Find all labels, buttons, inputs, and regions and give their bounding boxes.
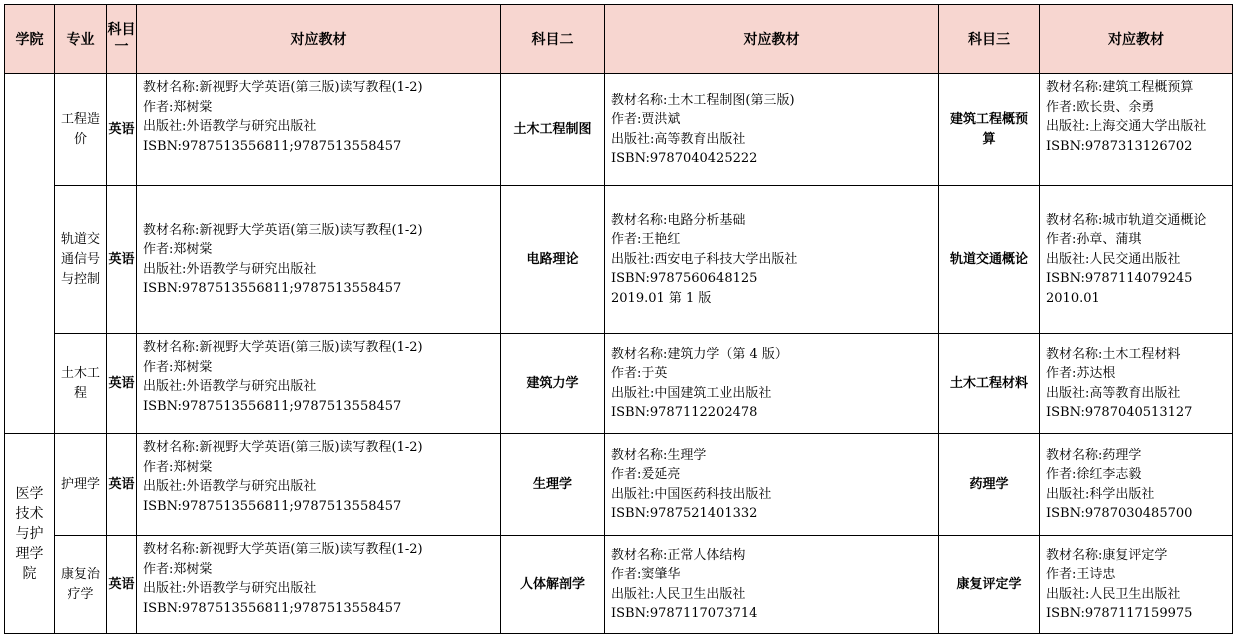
book-line: 作者:郑树棠 bbox=[143, 99, 213, 115]
book-line: ISBN:9787313126702 bbox=[1046, 138, 1193, 154]
major-cell: 康复治疗学 bbox=[55, 536, 107, 634]
header-major: 专业 bbox=[55, 5, 107, 74]
book-line: 教材名称:建筑工程概预算 bbox=[1046, 80, 1194, 95]
textbook1-cell bbox=[137, 334, 501, 434]
book-line: 教材名称:新视野大学英语(第三版)读写教程(1-2) bbox=[143, 542, 423, 557]
book-line: 作者:贾洪斌 bbox=[611, 112, 681, 127]
book-line: ISBN:9787040513127 bbox=[1046, 405, 1193, 420]
book-line: 教材名称:新视野大学英语(第三版)读写教程(1-2) bbox=[143, 222, 423, 238]
header-row bbox=[5, 5, 1233, 74]
header-textbook3: 对应教材 bbox=[1040, 5, 1233, 74]
book-line: 作者:徐红李志毅 bbox=[1046, 467, 1142, 482]
book-line: 作者:王诗忠 bbox=[1046, 567, 1116, 582]
book-line: 作者:郑树棠 bbox=[143, 561, 213, 577]
book-line: 教材名称:正常人体结构 bbox=[611, 547, 746, 563]
major-cell: 土木工程 bbox=[55, 334, 107, 434]
subject1-cell: 英语 bbox=[107, 434, 137, 536]
subject3-cell: 土木工程材料 bbox=[939, 334, 1040, 434]
textbook3-cell bbox=[1040, 434, 1233, 536]
textbook3-cell bbox=[1040, 334, 1233, 434]
table-row bbox=[5, 74, 1233, 186]
book-line: 出版社:人民卫生出版社 bbox=[1046, 586, 1181, 602]
book-line: ISBN:9787513556811;9787513558457 bbox=[143, 600, 402, 616]
subject2-cell: 电路理论 bbox=[501, 186, 605, 334]
major-cell: 护理学 bbox=[55, 434, 107, 536]
book-line: ISBN:9787040425222 bbox=[611, 151, 758, 166]
book-line: ISBN:9787117073714 bbox=[611, 606, 758, 621]
book-line: 作者:郑树棠 bbox=[143, 459, 213, 475]
book-line: 教材名称:建筑力学（第 4 版） bbox=[611, 346, 788, 362]
book-line: 2010.01 bbox=[1046, 290, 1100, 306]
book-line: 出版社:科学出版社 bbox=[1046, 486, 1155, 502]
table-row bbox=[5, 186, 1233, 334]
book-line: 出版社:外语教学与研究出版社 bbox=[143, 581, 317, 596]
college-cell: 医学技术与护理学院 bbox=[5, 434, 55, 634]
book-line: 出版社:外语教学与研究出版社 bbox=[143, 261, 317, 277]
subject2-cell: 土木工程制图 bbox=[501, 74, 605, 186]
book-line: 教材名称:药理学 bbox=[1046, 447, 1142, 463]
college-cell bbox=[5, 74, 55, 434]
book-line: 作者:于英 bbox=[611, 366, 668, 381]
subject2-cell: 人体解剖学 bbox=[501, 536, 605, 634]
book-line: 2019.01 第 1 版 bbox=[611, 290, 712, 306]
textbook2-cell bbox=[605, 186, 939, 334]
book-line: 教材名称:新视野大学英语(第三版)读写教程(1-2) bbox=[143, 80, 423, 95]
book-line: 教材名称:新视野大学英语(第三版)读写教程(1-2) bbox=[143, 440, 423, 455]
subject1-cell: 英语 bbox=[107, 536, 137, 634]
major-cell: 轨道交通信号与控制 bbox=[55, 186, 107, 334]
subject3-cell: 建筑工程概预算 bbox=[939, 74, 1040, 186]
textbook2-cell bbox=[605, 536, 939, 634]
subject2-cell: 生理学 bbox=[501, 434, 605, 536]
book-line: ISBN:9787117159975 bbox=[1046, 606, 1193, 621]
subject3-cell: 药理学 bbox=[939, 434, 1040, 536]
textbook3-cell bbox=[1040, 186, 1233, 334]
header-textbook2: 对应教材 bbox=[605, 5, 939, 74]
header-subject1: 科目一 bbox=[107, 5, 137, 74]
book-line: ISBN:9787513556811;9787513558457 bbox=[143, 398, 402, 414]
textbook2-cell bbox=[605, 74, 939, 186]
book-line: 作者:苏达根 bbox=[1046, 366, 1116, 381]
textbook1-cell bbox=[137, 186, 501, 334]
subject3-cell: 康复评定学 bbox=[939, 536, 1040, 634]
book-line: 教材名称:城市轨道交通概论 bbox=[1046, 212, 1207, 228]
header-textbook1: 对应教材 bbox=[137, 5, 501, 74]
book-line: 作者:王艳红 bbox=[611, 232, 681, 248]
book-line: 出版社:西安电子科技大学出版社 bbox=[611, 251, 798, 267]
table-row bbox=[5, 434, 1233, 536]
book-line: 教材名称:康复评定学 bbox=[1046, 547, 1168, 563]
book-line: 教材名称:生理学 bbox=[611, 447, 707, 463]
table-row bbox=[5, 536, 1233, 634]
book-line: 出版社:外语教学与研究出版社 bbox=[143, 379, 317, 394]
book-line: ISBN:9787521401332 bbox=[611, 506, 758, 521]
header-subject3: 科目三 bbox=[939, 5, 1040, 74]
subject1-cell: 英语 bbox=[107, 74, 137, 186]
book-line: 作者:窦肇华 bbox=[611, 567, 681, 582]
book-line: ISBN:9787513556811;9787513558457 bbox=[143, 281, 402, 296]
book-line: 教材名称:电路分析基础 bbox=[611, 212, 746, 228]
header-subject2: 科目二 bbox=[501, 5, 605, 74]
book-line: 作者:爰延亮 bbox=[611, 467, 681, 482]
textbook2-cell bbox=[605, 334, 939, 434]
book-line: 出版社:中国建筑工业出版社 bbox=[611, 385, 772, 401]
book-line: ISBN:9787112202478 bbox=[611, 405, 758, 420]
textbook1-cell bbox=[137, 74, 501, 186]
book-line: ISBN:9787030485700 bbox=[1046, 506, 1193, 521]
textbook1-cell bbox=[137, 536, 501, 634]
book-line: 出版社:外语教学与研究出版社 bbox=[143, 479, 317, 494]
textbook3-cell bbox=[1040, 74, 1233, 186]
book-line: 作者:孙章、蒲琪 bbox=[1046, 232, 1142, 248]
book-line: 教材名称:土木工程材料 bbox=[1046, 346, 1181, 362]
book-line: 作者:郑树棠 bbox=[143, 359, 213, 375]
subject2-cell: 建筑力学 bbox=[501, 334, 605, 434]
textbook3-cell bbox=[1040, 536, 1233, 634]
textbook-table bbox=[4, 4, 1233, 634]
book-line: 教材名称:土木工程制图(第三版) bbox=[611, 92, 795, 108]
book-line: 作者:郑树棠 bbox=[143, 242, 213, 257]
textbook1-cell bbox=[137, 434, 501, 536]
header-college: 学院 bbox=[5, 5, 55, 74]
subject1-cell: 英语 bbox=[107, 334, 137, 434]
book-line: 出版社:外语教学与研究出版社 bbox=[143, 119, 317, 134]
book-line: 出版社:人民卫生出版社 bbox=[611, 586, 746, 602]
book-line: 出版社:高等教育出版社 bbox=[1046, 385, 1181, 401]
subject3-cell: 轨道交通概论 bbox=[939, 186, 1040, 334]
major-cell: 工程造价 bbox=[55, 74, 107, 186]
book-line: 作者:欧长贵、余勇 bbox=[1046, 99, 1155, 115]
book-line: 教材名称:新视野大学英语(第三版)读写教程(1-2) bbox=[143, 340, 423, 355]
table-row bbox=[5, 334, 1233, 434]
book-line: 出版社:高等教育出版社 bbox=[611, 131, 746, 147]
book-line: ISBN:9787114079245 bbox=[1046, 271, 1193, 287]
book-line: ISBN:9787560648125 bbox=[611, 271, 758, 287]
textbook2-cell bbox=[605, 434, 939, 536]
book-line: ISBN:9787513556811;9787513558457 bbox=[143, 498, 402, 514]
book-line: ISBN:9787513556811;9787513558457 bbox=[143, 138, 402, 154]
book-line: 出版社:人民交通出版社 bbox=[1046, 251, 1181, 267]
book-line: 出版社:上海交通大学出版社 bbox=[1046, 119, 1207, 134]
book-line: 出版社:中国医药科技出版社 bbox=[611, 486, 772, 502]
subject1-cell: 英语 bbox=[107, 186, 137, 334]
